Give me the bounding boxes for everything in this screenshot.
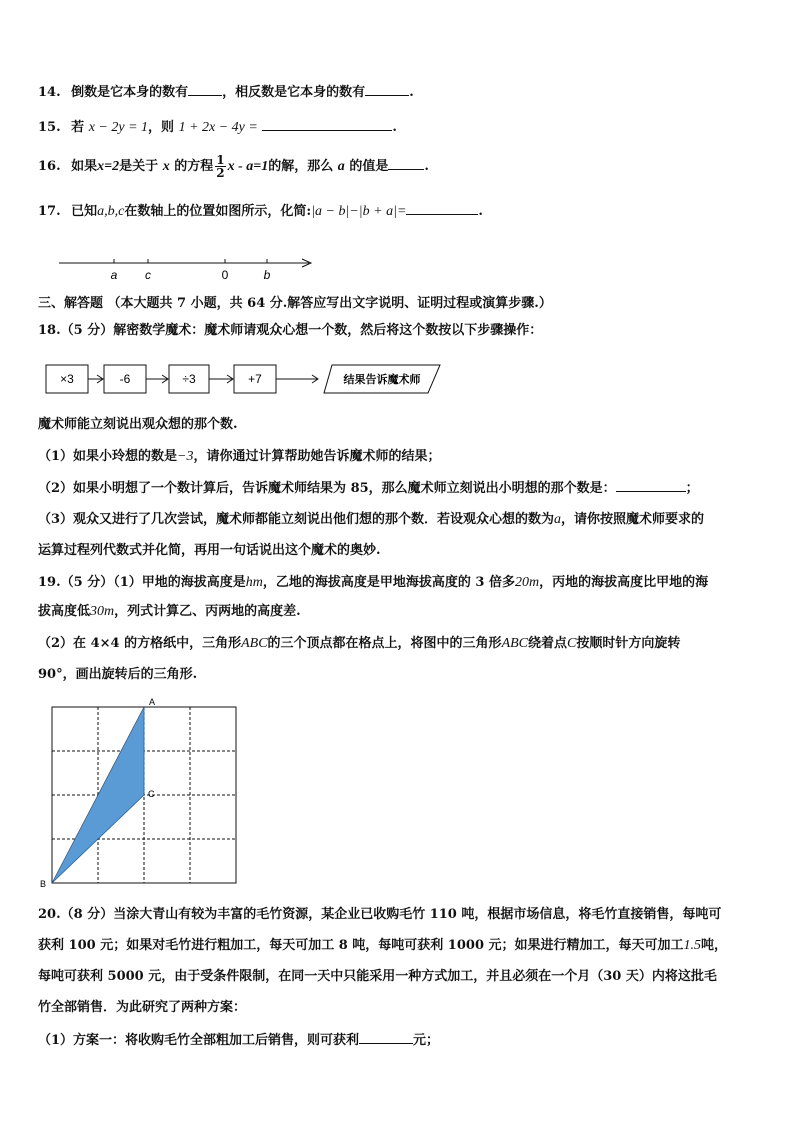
q16-mid2: 的方程 [174,159,214,174]
q15-expression: 1 + 2x − 4y = [178,120,258,135]
q17-pre: 已知 [71,204,98,219]
q19-l3-v1: ABC [241,636,268,651]
q18-part-3-cont: 运算过程列代数式并化简，再用一句话说出这个魔术的奥妙. [38,543,381,558]
q19-l2-v: 30m [90,604,115,619]
q19-line-2 [38,603,301,621]
q18-p2-end: ； [685,481,699,496]
question-14 [38,83,414,102]
q19-l1-post: ，丙地的海拔高度比甲地的海 [539,575,709,590]
q18-p1-post: ，请你通过计算帮助她告诉魔术师的结果； [193,449,441,464]
q14-blank-1[interactable] [188,83,222,96]
q18-p2-blank[interactable] [616,479,686,492]
q19-l2-pre: 拔高度低 [38,604,91,619]
question-15 [38,118,397,137]
question-16 [38,154,429,180]
q18-p1-pre: （1）如果小玲想的数是 [38,449,178,464]
question-17 [38,202,483,221]
q16-var-a: a [337,159,345,174]
q19-l2-post: ，列式计算乙、丙两地的高度差. [114,604,301,619]
q19-l1-v2: 20m [514,575,540,590]
vertex-label-b: B [40,879,47,889]
q18-part-2 [38,479,699,498]
q14-number: 14. [38,85,61,100]
q19-l3-v3: C [567,636,577,651]
q16-condition: x=2 [97,159,120,174]
step-label-2: -6 [119,372,131,386]
q19-grid-figure [38,695,248,895]
q15-end: . [392,120,397,135]
q16-mid1: 是关于 [119,159,159,174]
q18-after: 魔术师能立刻说出观众想的那个数. [38,417,238,432]
q18-p1-value: −3 [177,449,194,464]
q20-l2-post: 吨， [701,938,728,953]
q18-intro: 18.（5 分）解密数学魔术：魔术师请观众心想一个数，然后将这个数按以下步骤操作： [38,323,543,338]
q19-l3-v2: ABC [501,636,529,651]
q20-line-2 [38,937,727,955]
q15-number: 15. [38,120,61,135]
q16-equation-rest: x - a=1 [227,159,269,174]
q19-l3-post: 按顺时针方向旋转 [576,636,681,651]
number-line [55,252,325,284]
q15-blank[interactable] [262,118,392,131]
q19-l1-mid: ，乙地的海拔高度是甲地海拔高度的 3 倍多 [262,575,515,590]
step-label-3: ÷3 [182,372,196,386]
step-label-1: ×3 [60,372,74,386]
q20-l2-value: 1.5 [683,938,702,953]
label-0: 0 [221,268,229,282]
q16-mid3: 的解，那么 [268,159,334,174]
q16-frac-den: 2 [216,166,225,180]
q16-var-x: x [162,159,170,174]
q16-number: 16. [38,159,61,174]
q19-l3-mid2: 绕着点 [528,636,568,651]
q17-mid: 在数轴上的位置如图所示，化简: [124,204,312,219]
section-3-heading: 三、解答题 （本大题共 7 小题，共 64 分.解答应写出文字说明、证明过程或演算步骤.） [38,296,552,311]
q17-end: . [478,204,483,219]
q18-flowchart [44,360,444,400]
q19-l3-pre: （2）在 4×4 的方格纸中，三角形 [38,636,242,651]
vertex-label-c: C [148,789,155,799]
q18-part-3 [38,511,704,529]
q16-blank[interactable] [388,157,424,170]
q15-mid: ，则 [148,120,175,135]
q18-part-1 [38,448,441,466]
q17-expression: |a − b|−|b + a|= [311,204,407,219]
q14-text-1: 倒数是它本身的数有 [71,85,189,100]
label-b: b [263,268,271,282]
q20-l5-end: 元； [413,1033,440,1048]
q18-p2-text: （2）如果小明想了一个数计算后，告诉魔术师结果为 85，那么魔术师立刻说出小明想的那个数是： [38,481,616,496]
q14-blank-2[interactable] [365,83,409,96]
q19-l3-mid: 的三个顶点都在格点上，将图中的三角形 [267,636,502,651]
q20-line-3: 每吨可获利 5000 元，由于受条件限制，在同一天中只能采用一种方式加工，并且必须在一个月（30 天）内将这批毛 [38,969,717,984]
label-a: a [110,268,118,282]
q15-pre: 若 [71,120,85,135]
q20-l2-pre: 获利 100 元；如果对毛竹进行粗加工，每天可加工 8 吨，每吨可获利 1000 元；如果进行精加工，每天可加工 [38,938,684,953]
q16-fraction [215,154,225,179]
q18-p3-pre: （3）观众又进行了几次尝试，魔术师都能立刻说出他们想的那个数．若设观众心想的数为 [38,512,555,527]
q17-blank[interactable] [406,202,478,215]
q17-number: 17. [38,204,61,219]
vertex-label-a: A [149,697,156,707]
q14-end: . [409,85,414,100]
q18-p3-var: a [554,512,562,527]
label-c: c [145,268,151,282]
q16-end: . [424,159,429,174]
q19-line-3 [38,635,680,653]
q14-text-2: ，相反数是它本身的数有 [222,85,366,100]
q15-condition: x − 2y = 1 [88,120,149,135]
q20-line-5 [38,1031,439,1050]
q20-line-1: 20.（8 分）当涂大青山有较为丰富的毛竹资源，某企业已收购毛竹 110 吨，根据市场信息，将毛竹直接销售，每吨可 [38,907,722,922]
q16-pre: 如果 [71,159,98,174]
step-label-4: +7 [248,372,262,386]
q20-l5-text: （1）方案一：将收购毛竹全部粗加工后销售，则可获利 [38,1033,360,1048]
result-label: 结果告诉魔术师 [343,374,421,386]
q19-l1-v1: hm [245,575,263,590]
q17-vars: a,b,c [97,204,125,219]
q20-l5-blank[interactable] [359,1031,413,1044]
q16-frac-num: 1 [216,153,225,167]
q19-l1-pre: 19.（5 分）（1）甲地的海拔高度是 [38,575,246,590]
q18-p3-post: ，请你按照魔术师要求的 [561,512,705,527]
q19-line-1 [38,574,708,592]
q16-mid4: 的值是 [349,159,389,174]
q20-line-4: 竹全部销售．为此研究了两种方案： [38,1000,247,1015]
q19-line-4: 90°，画出旋转后的三角形. [38,667,198,682]
